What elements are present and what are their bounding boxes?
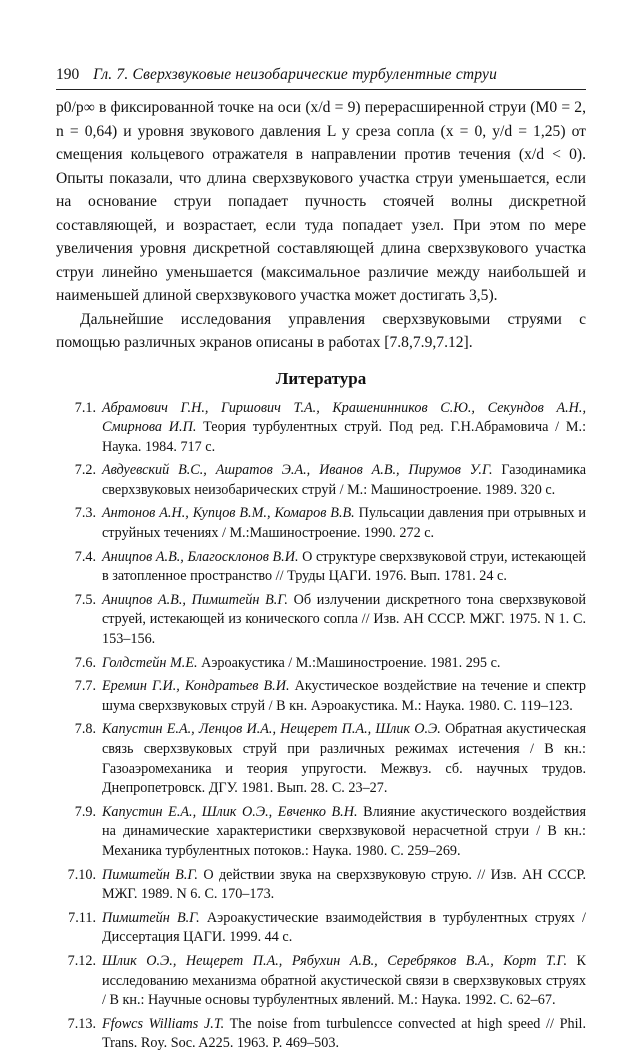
reference-item [56,654,586,674]
running-header [56,66,586,84]
reference-authors: Шлик О.Э., Нещерет П.А., Рябухин А.В., Серебряков В.А., Корт Т.Г. [102,952,568,969]
reference-text: Аэроакустические взаимодействия в турбулентных струях / Диссертация ЦАГИ. 1999. 44 с. [102,909,586,946]
reference-text: Акустическое воздействие на течение и спектр шума сверхзвуковых струй / В кн. Аэроакустика. М.: Наука. 1980. С. 119–123. [102,678,587,714]
reference-authors: Пимштейн В.Г. [102,866,198,883]
reference-number: 7.2. [74,462,96,479]
paragraph-2: Дальнейшие исследования управления сверхзвуковыми струями с помощью различных экранов описаны в работах [7.8,7.9,7.12]. [56,310,586,351]
reference-item [56,909,586,948]
reference-number: 7.5. [74,591,96,608]
reference-text: О структуре сверхзвуковой струи, истекающей в затопленное пространство // Труды ЦАГИ. 1976. Вып. 1781. 24 с. [102,548,586,585]
reference-item [56,952,586,1011]
reference-item [56,677,586,716]
page-body [56,96,586,1058]
reference-text: Аэроакустика / М.:Машиностроение. 1981. 295 с. [201,654,501,671]
reference-item [56,1015,586,1054]
chapter-title: Гл. 7. Сверхзвуковые неизобарические турбулентные струи [93,66,498,83]
reference-text: Об излучении дискретного тона сверхзвуковой струей, истекающей из конического сопла // Изв. АН СССР. МЖГ. 1975. N 1. С. 153–156. [102,591,586,648]
reference-authors: Авдуевский В.С., Ашратов Э.А., Иванов А.В., Пирумов У.Г. [102,462,493,479]
reference-text: Обратная акустическая связь сверхзвуковых струй при различных режимах истечения / В кн.: Газоаэромеханика и теория упругости. Межвуз. сб. научных трудов. Днепропетровск. ДГУ. 1981. Вып. 28. С. 23–27. [102,721,587,797]
reference-number: 7.1. [74,399,96,416]
reference-number: 7.6. [74,654,96,671]
reference-text: Пульсации давления при отрывных и струйных течениях / М.:Машиностроение. 1990. 272 с. [102,505,587,542]
reference-text: К исследованию механизма обратной акустической связи в сверхзвуковых струях / В кн.: Научные основы турбулентных явлений. М.: Наука. 1992. С. 62–67. [102,952,586,1009]
reference-item [56,461,586,500]
paragraph-1: p0/p∞ в фиксированной точке на оси (x/d = 9) перерасширенной струи (M0 = 2, n = 0,64) и уровня звукового давления L у среза сопла (x = 0, y/d = 1,25) от смещения кольцевого отражателя в направлении против течения (x/d < 0). Опыты показали, что длина сверхзвукового участка струи уменьшается, если на основание струи попадает пучность стоячей волны дискретной составляющей, и возрастает, если туда попадает узел. При этом по мере увеличения уровня дискретной составляющей длина сверхзвукового участка струи линейно уменьшается (максимальное различие между наибольшей и наименьшей длиной сверхзвукового участка может достигать 3,5). [56,99,586,304]
reference-authors: Абрамович Г.Н., Гиршович Т.А., Крашенинников С.Ю., Секундов А.Н., Смирнова И.П. [102,399,586,436]
reference-item [56,866,586,905]
reference-authors: Капустин Е.А., Шлик О.Э., Евченко В.Н. [102,803,358,820]
reference-item [56,720,586,798]
reference-authors: Капустин Е.А., Ленцов И.А., Нещерет П.А., Шлик О.Э. [102,721,441,738]
reference-text: The noise from turbulencce convected at high speed // Phil. Trans. Roy. Soc. A225. 1963. P. 469–503. [102,1015,586,1052]
reference-authors: Аницпов А.В., Пимштейн В.Г. [102,591,288,608]
page-number: 190 [56,66,80,83]
reference-text: Газодинамика сверхзвуковых неизобарических струй / М.: Машиностроение. 1989. 320 с. [102,462,586,498]
reference-item [56,504,586,543]
reference-authors: Еремин Г.И., Кондратьев В.И. [102,678,290,695]
reference-list [56,399,586,1054]
reference-number: 7.12. [67,952,96,969]
reference-authors: Аницпов А.В., Благосклонов В.И. [102,548,299,565]
reference-number: 7.3. [74,505,96,522]
reference-authors: Антонов А.Н., Купцов В.М., Комаров В.В. [102,505,355,522]
reference-authors: Пимштейн В.Г. [102,909,200,926]
reference-item [56,803,586,862]
header-rule [56,89,586,90]
reference-number: 7.9. [74,803,96,820]
reference-text: Теория турбулентных струй. Под ред. Г.Н.Абрамовича / М.: Наука. 1984. 717 с. [102,419,587,455]
reference-authors: Ffowcs Williams J.T. [102,1015,225,1032]
reference-item [56,548,586,587]
reference-number: 7.8. [74,721,96,738]
reference-text: О действии звука на сверхзвуковую струю. // Изв. АН СССР. МЖГ. 1989. N 6. С. 170–173. [102,866,586,903]
reference-number: 7.13. [67,1015,96,1032]
reference-number: 7.4. [74,548,96,565]
reference-authors: Голдстейн М.Е. [102,654,198,671]
literature-heading: Литература [275,368,367,388]
reference-item [56,591,586,650]
reference-number: 7.11. [68,909,96,926]
reference-item [56,399,586,458]
reference-number: 7.10. [67,866,96,883]
reference-text: Влияние акустического воздействия на динамические характеристики сверхзвуковой нерасчетной струи / В кн.: Механика турбулентных потоков.: Наука. 1980. С. 259–269. [102,803,586,859]
reference-number: 7.7. [74,678,96,695]
